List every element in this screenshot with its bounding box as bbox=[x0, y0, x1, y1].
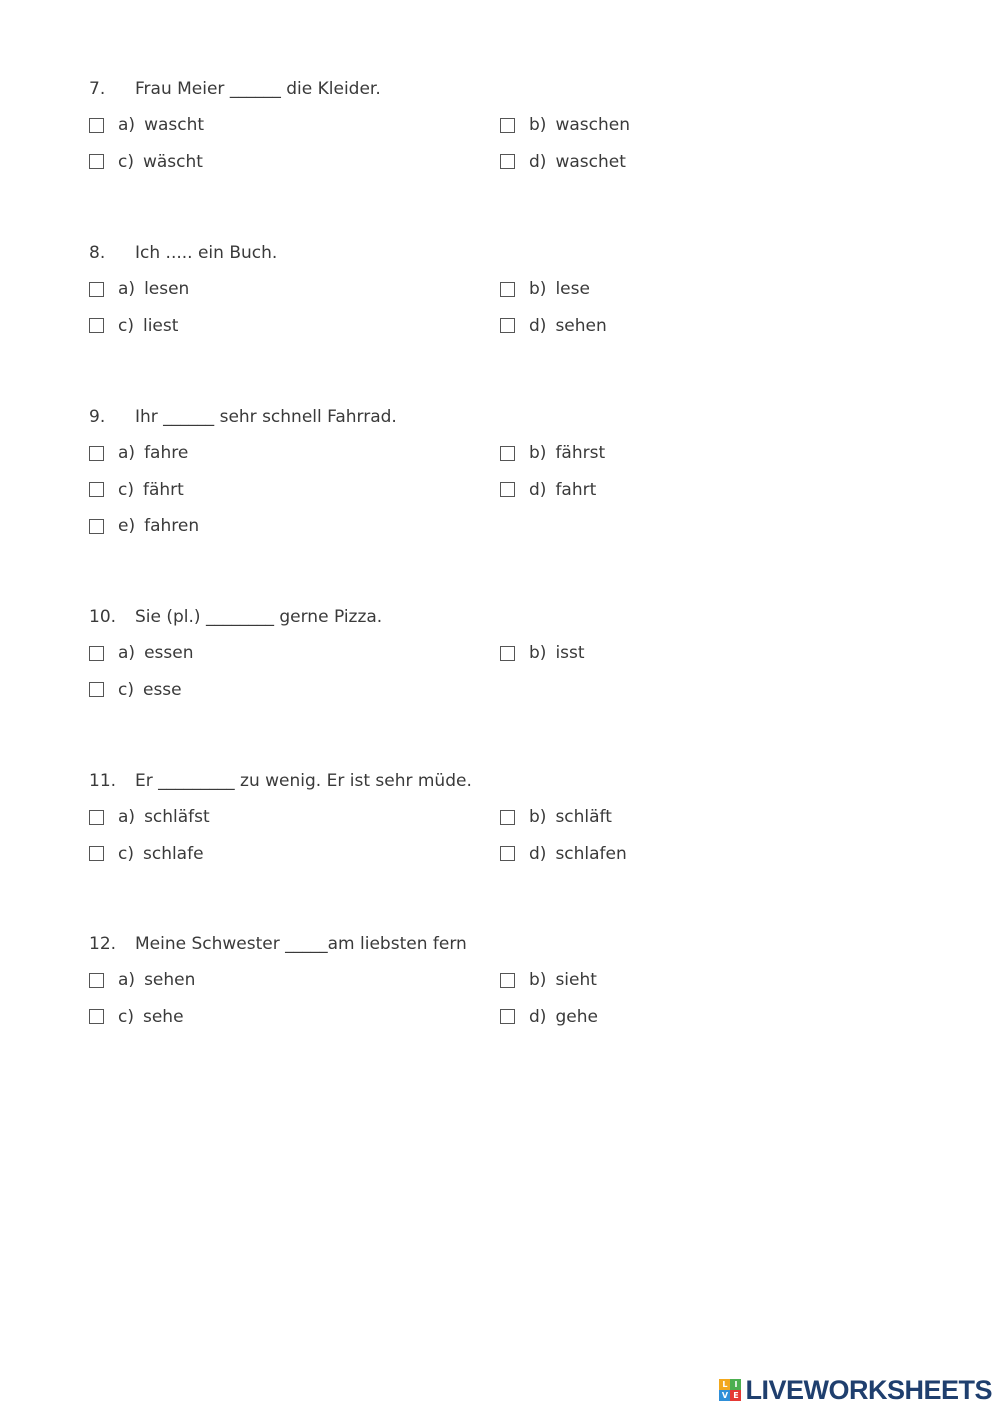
option-text: fährt bbox=[142, 479, 184, 500]
question-12 bbox=[89, 926, 909, 1035]
option-letter: a) bbox=[118, 115, 136, 136]
option-letter: c) bbox=[118, 1006, 134, 1027]
option-letter: d) bbox=[529, 843, 547, 864]
answer-option-a[interactable] bbox=[89, 635, 500, 672]
checkbox[interactable] bbox=[500, 154, 515, 169]
answer-option-a[interactable] bbox=[89, 435, 500, 472]
option-letter: b) bbox=[529, 807, 547, 828]
option-letter: d) bbox=[529, 315, 547, 336]
answer-option-d[interactable] bbox=[500, 836, 911, 873]
checkbox[interactable] bbox=[89, 519, 104, 534]
option-text: sehen bbox=[555, 315, 607, 336]
option-text: isst bbox=[555, 643, 585, 664]
option-letter: b) bbox=[529, 443, 547, 464]
answer-option-b[interactable] bbox=[500, 962, 911, 999]
checkbox[interactable] bbox=[89, 446, 104, 461]
option-text: fahre bbox=[144, 443, 189, 464]
option-letter: c) bbox=[118, 679, 134, 700]
checkbox[interactable] bbox=[500, 1009, 515, 1024]
logo-mark-cell: I bbox=[730, 1379, 741, 1390]
checkbox[interactable] bbox=[500, 446, 515, 461]
checkbox[interactable] bbox=[500, 646, 515, 661]
answer-option-a[interactable] bbox=[89, 271, 500, 308]
answer-option-b[interactable] bbox=[500, 635, 911, 672]
checkbox[interactable] bbox=[89, 282, 104, 297]
option-text: lesen bbox=[144, 279, 190, 300]
question-9 bbox=[89, 399, 909, 545]
logo-mark-cell: E bbox=[730, 1390, 741, 1401]
option-text: liest bbox=[142, 315, 179, 336]
answer-option-c[interactable] bbox=[89, 836, 500, 873]
option-letter: b) bbox=[529, 115, 547, 136]
option-letter: c) bbox=[118, 315, 134, 336]
answer-options bbox=[89, 271, 909, 344]
answer-options bbox=[89, 799, 909, 872]
answer-option-c[interactable] bbox=[89, 672, 500, 709]
option-letter: a) bbox=[118, 279, 136, 300]
question-number: 10. bbox=[89, 607, 117, 627]
question-10 bbox=[89, 599, 909, 708]
option-text: schlafe bbox=[142, 843, 204, 864]
option-letter: b) bbox=[529, 279, 547, 300]
option-text: fährst bbox=[555, 443, 606, 464]
question-line bbox=[89, 399, 909, 435]
checkbox[interactable] bbox=[89, 118, 104, 133]
option-text: sieht bbox=[555, 970, 597, 991]
question-7 bbox=[89, 71, 909, 180]
question-number: 7. bbox=[89, 79, 106, 99]
answer-options bbox=[89, 435, 909, 545]
option-letter: b) bbox=[529, 970, 547, 991]
answer-option-e[interactable] bbox=[89, 508, 500, 545]
checkbox[interactable] bbox=[89, 682, 104, 697]
question-line bbox=[89, 763, 909, 799]
option-text: essen bbox=[144, 643, 194, 664]
checkbox[interactable] bbox=[500, 973, 515, 988]
option-text: fahrt bbox=[555, 479, 597, 500]
option-letter: b) bbox=[529, 643, 547, 664]
option-text: sehen bbox=[144, 970, 196, 991]
option-letter: c) bbox=[118, 151, 134, 172]
answer-option-b[interactable] bbox=[500, 435, 911, 472]
question-11 bbox=[89, 763, 909, 872]
option-text: sehe bbox=[142, 1006, 184, 1027]
answer-option-c[interactable] bbox=[89, 472, 500, 509]
option-letter: d) bbox=[529, 151, 547, 172]
checkbox[interactable] bbox=[89, 154, 104, 169]
question-8 bbox=[89, 235, 909, 344]
option-text: schlafen bbox=[555, 843, 627, 864]
option-text: waschet bbox=[555, 151, 626, 172]
answer-option-d[interactable] bbox=[500, 144, 911, 181]
question-text: Ich ..... ein Buch. bbox=[135, 243, 278, 263]
checkbox[interactable] bbox=[89, 318, 104, 333]
answer-option-c[interactable] bbox=[89, 144, 500, 181]
question-text: Frau Meier ______ die Kleider. bbox=[135, 79, 381, 99]
option-text: esse bbox=[142, 679, 182, 700]
answer-options bbox=[89, 635, 909, 708]
answer-option-a[interactable] bbox=[89, 799, 500, 836]
checkbox[interactable] bbox=[500, 318, 515, 333]
question-number: 12. bbox=[89, 934, 117, 954]
logo-text: LIVEWORKSHEETS bbox=[745, 1374, 992, 1405]
question-number: 9. bbox=[89, 407, 106, 427]
option-text: fahren bbox=[144, 516, 200, 537]
answer-option-a[interactable] bbox=[89, 107, 500, 144]
checkbox[interactable] bbox=[500, 282, 515, 297]
option-text: wäscht bbox=[142, 151, 203, 172]
logo-mark-cell: L bbox=[719, 1379, 730, 1390]
checkbox[interactable] bbox=[500, 118, 515, 133]
answer-option-c[interactable] bbox=[89, 308, 500, 345]
option-letter: d) bbox=[529, 479, 547, 500]
question-text: Sie (pl.) ________ gerne Pizza. bbox=[135, 607, 383, 627]
answer-option-d[interactable] bbox=[500, 472, 911, 509]
option-letter: c) bbox=[118, 479, 134, 500]
option-letter: a) bbox=[118, 807, 136, 828]
question-line bbox=[89, 235, 909, 271]
logo-mark-cell: V bbox=[719, 1390, 730, 1401]
option-text: schläft bbox=[555, 807, 612, 828]
checkbox[interactable] bbox=[500, 482, 515, 497]
answer-option-b[interactable] bbox=[500, 107, 911, 144]
option-text: gehe bbox=[555, 1006, 598, 1027]
checkbox[interactable] bbox=[89, 973, 104, 988]
liveworksheets-logo bbox=[719, 1375, 992, 1405]
question-text: Ihr ______ sehr schnell Fahrrad. bbox=[135, 407, 397, 427]
answer-options bbox=[89, 107, 909, 180]
question-number: 8. bbox=[89, 243, 106, 263]
question-line bbox=[89, 71, 909, 107]
answer-option-c[interactable] bbox=[89, 999, 500, 1036]
answer-option-b[interactable] bbox=[500, 799, 911, 836]
answer-option-a[interactable] bbox=[89, 962, 500, 999]
checkbox[interactable] bbox=[89, 846, 104, 861]
checkbox[interactable] bbox=[89, 646, 104, 661]
checkbox[interactable] bbox=[89, 1009, 104, 1024]
checkbox[interactable] bbox=[89, 810, 104, 825]
question-text: Meine Schwester _____am liebsten fern bbox=[135, 934, 467, 954]
question-line bbox=[89, 926, 909, 962]
answer-option-d[interactable] bbox=[500, 308, 911, 345]
option-letter: d) bbox=[529, 1006, 547, 1027]
option-text: wascht bbox=[144, 115, 205, 136]
option-text: waschen bbox=[555, 115, 630, 136]
option-letter: a) bbox=[118, 443, 136, 464]
option-letter: a) bbox=[118, 643, 136, 664]
option-letter: c) bbox=[118, 843, 134, 864]
answer-options bbox=[89, 962, 909, 1035]
checkbox[interactable] bbox=[500, 810, 515, 825]
option-letter: a) bbox=[118, 970, 136, 991]
checkbox[interactable] bbox=[89, 482, 104, 497]
question-number: 11. bbox=[89, 771, 117, 791]
option-letter: e) bbox=[118, 516, 136, 537]
question-text: Er _________ zu wenig. Er ist sehr müde. bbox=[135, 771, 472, 791]
checkbox[interactable] bbox=[500, 846, 515, 861]
logo-mark-icon bbox=[719, 1379, 741, 1401]
answer-option-d[interactable] bbox=[500, 999, 911, 1036]
option-text: schläfst bbox=[144, 807, 210, 828]
question-line bbox=[89, 599, 909, 635]
answer-option-b[interactable] bbox=[500, 271, 911, 308]
option-text: lese bbox=[555, 279, 590, 300]
